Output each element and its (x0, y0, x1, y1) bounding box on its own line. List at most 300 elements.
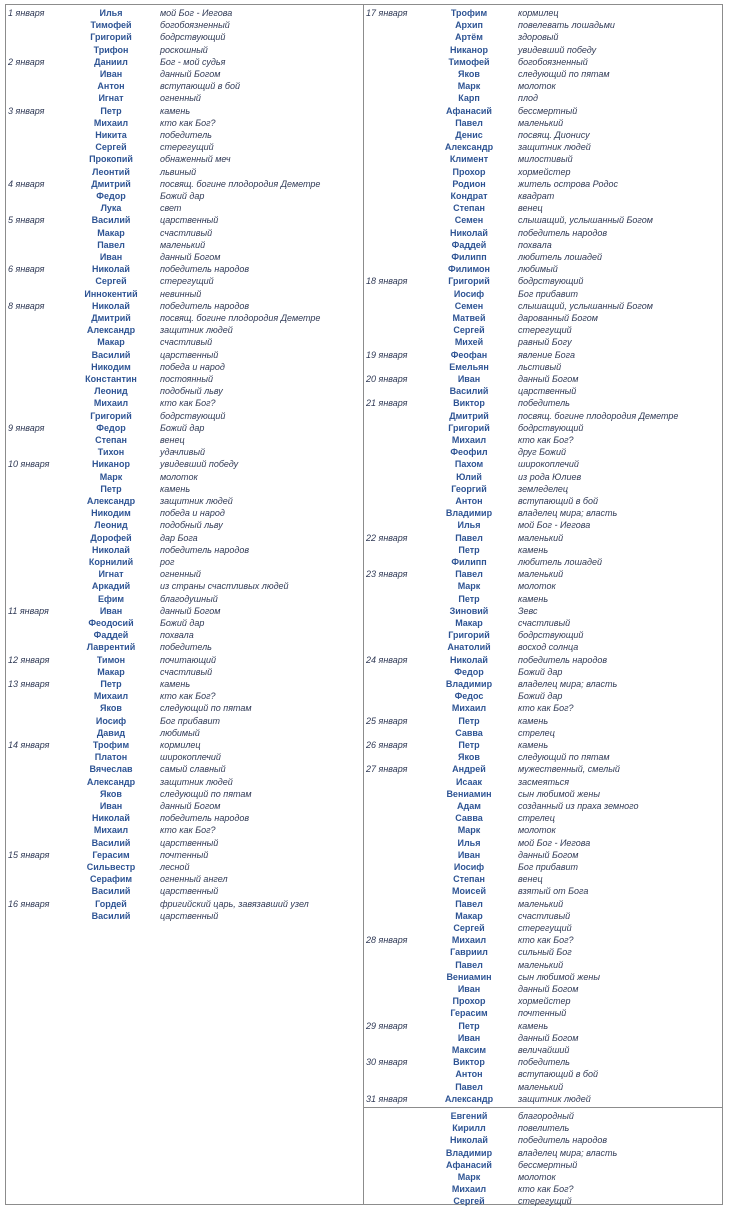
name-cell: Михаил (93, 825, 129, 836)
name-cell: Никодим (91, 361, 131, 372)
meaning-cell: данный Богом (160, 69, 221, 79)
calendar-row (6, 275, 363, 287)
meaning-cell: счастливый (160, 227, 213, 238)
meaning-cell: Божий дар (160, 422, 205, 433)
meaning-cell: дар Бога (160, 532, 198, 543)
name-cell: Макар (97, 666, 125, 677)
calendar-row (364, 288, 723, 300)
name-cell: Макар (97, 337, 125, 348)
meaning-cell: царственный (518, 386, 577, 397)
calendar-row (6, 824, 363, 836)
name-cell: Даниил (94, 56, 128, 67)
calendar-row (6, 153, 363, 165)
calendar-row (6, 629, 363, 641)
calendar-row (364, 788, 723, 800)
name-cell: Дмитрий (449, 410, 489, 421)
name-cell: Семен (454, 300, 484, 311)
meaning-cell: данный Богом (160, 252, 221, 262)
meaning-cell: плод (518, 93, 539, 104)
calendar-row (6, 312, 363, 324)
meaning-cell: защитник людей (518, 1093, 591, 1104)
meaning-cell: маленький (518, 569, 564, 580)
date-cell: 31 января (366, 1093, 408, 1104)
meaning-cell: благородный (518, 1111, 574, 1121)
calendar-row (6, 178, 363, 190)
name-cell: Виктор (453, 398, 485, 409)
meaning-cell: милостивый (518, 154, 573, 165)
calendar-row (6, 702, 363, 714)
meaning-cell: любитель лошадей (518, 252, 602, 262)
name-cell: Герасим (450, 1008, 488, 1019)
calendar-row (6, 849, 363, 861)
calendar-row (6, 324, 363, 336)
meaning-cell: огненный ангел (160, 874, 228, 885)
date-cell: 22 января (366, 532, 408, 543)
meaning-cell: широкоплечий (518, 459, 579, 470)
meaning-cell: данный Богом (518, 1032, 579, 1043)
name-cell: Марк (457, 1172, 481, 1182)
calendar-row (364, 422, 723, 434)
name-cell: Кондрат (450, 191, 488, 201)
name-cell: Сергей (453, 325, 485, 336)
name-cell: Александр (86, 776, 136, 787)
calendar-row (364, 263, 723, 275)
meaning-cell: венец (160, 435, 185, 445)
name-cell: Аркадий (91, 581, 131, 592)
calendar-row (364, 117, 723, 129)
meaning-cell: из страны счастливых людей (160, 581, 289, 592)
date-cell: 2 января (8, 56, 45, 67)
name-cell: Макар (455, 618, 483, 628)
name-cell: Архип (455, 20, 483, 31)
meaning-cell: мой Бог - Иегова (518, 520, 591, 531)
meaning-cell: равный Богу (518, 337, 572, 348)
calendar-row (364, 800, 723, 812)
name-cell: Владимир (445, 508, 493, 519)
date-cell: 18 января (366, 276, 408, 287)
name-cell: Михаил (451, 935, 487, 946)
meaning-cell: маленький (518, 959, 564, 970)
name-cell: Андрей (452, 764, 486, 775)
calendar-row (364, 593, 723, 605)
calendar-row (364, 1020, 723, 1032)
calendar-row (6, 446, 363, 458)
meaning-cell: слышащий, услышанный Богом (518, 215, 653, 226)
meaning-cell: маленький (518, 1081, 564, 1092)
date-cell: 26 января (366, 740, 408, 750)
name-cell: Антон (455, 496, 483, 506)
calendar-row (6, 605, 363, 617)
calendar-row (364, 385, 723, 397)
name-cell: Яков (458, 752, 480, 763)
calendar-row (364, 1159, 723, 1171)
name-cell: Петр (458, 740, 480, 750)
calendar-row (6, 885, 363, 897)
name-cell: Артём (455, 32, 483, 43)
name-cell: Трифон (93, 44, 129, 55)
meaning-cell: повелитель (518, 1123, 570, 1134)
name-cell: Гордей (95, 898, 127, 909)
meaning-cell: бодрствующий (518, 630, 584, 641)
name-cell: Лука (100, 203, 122, 214)
name-cell: Петр (100, 105, 122, 116)
meaning-cell: самый славный (160, 764, 226, 775)
meaning-cell: победитель народов (160, 544, 250, 555)
name-cell: Павел (455, 117, 483, 128)
calendar-row (6, 519, 363, 531)
meaning-cell: квадрат (518, 191, 555, 201)
meaning-cell: счастливый (518, 910, 571, 921)
calendar-row (6, 227, 363, 239)
name-cell: Феодосий (88, 618, 134, 628)
meaning-cell: кто как Бог? (518, 435, 574, 445)
meaning-cell: посвящ. богине плодородия Деметре (160, 178, 321, 189)
calendar-row (6, 68, 363, 80)
calendar-row (364, 617, 723, 629)
calendar-row (6, 19, 363, 31)
meaning-cell: Божий дар (518, 666, 563, 677)
meaning-cell: вступающий в бой (518, 1069, 598, 1080)
meaning-cell: Божий дар (160, 191, 205, 201)
name-cell: Савва (455, 727, 483, 738)
name-cell: Сильвестр (86, 862, 136, 872)
calendar-row (364, 166, 723, 178)
meaning-cell: данный Богом (160, 801, 221, 811)
calendar-row (6, 458, 363, 470)
date-cell: 5 января (8, 215, 45, 226)
meaning-cell: царственный (160, 910, 219, 921)
date-cell: 10 января (8, 459, 50, 470)
calendar-row (364, 873, 723, 885)
calendar-row (6, 910, 363, 922)
calendar-row (364, 605, 723, 617)
calendar-row (364, 31, 723, 43)
meaning-cell: любимый (160, 727, 200, 738)
calendar-row (364, 898, 723, 910)
name-cell: Василий (91, 886, 131, 897)
name-cell: Степан (453, 203, 485, 214)
name-cell: Афанасий (446, 1159, 492, 1170)
meaning-cell: широкоплечий (160, 752, 221, 763)
meaning-cell: львиный (160, 166, 197, 177)
meaning-cell: лесной (160, 862, 190, 872)
name-cell: Илья (457, 520, 481, 531)
calendar-row (364, 776, 723, 788)
meaning-cell: кто как Бог? (160, 117, 216, 128)
name-cell: Федор (96, 422, 126, 433)
meaning-cell: победитель народов (518, 1135, 608, 1146)
name-cell: Иван (457, 1032, 481, 1043)
meaning-cell: похвала (518, 239, 552, 250)
calendar-column-right (363, 5, 723, 1107)
name-cell: Иван (457, 374, 481, 384)
calendar-row (364, 666, 723, 678)
calendar-row (364, 129, 723, 141)
name-cell: Александр (86, 325, 136, 336)
name-cell: Никодим (91, 508, 131, 519)
meaning-cell: роскошный (160, 44, 208, 55)
name-cell: Петр (458, 715, 480, 726)
meaning-cell: явление Бога (518, 349, 575, 360)
meaning-cell: царственный (160, 886, 219, 897)
date-cell: 30 января (366, 1057, 408, 1068)
calendar-row (6, 471, 363, 483)
meaning-cell: защитник людей (160, 776, 233, 787)
date-cell: 11 января (8, 605, 49, 616)
name-cell: Тимофей (90, 20, 132, 31)
name-cell: Дмитрий (91, 313, 131, 323)
meaning-cell: царственный (160, 837, 219, 848)
date-cell: 12 января (8, 654, 50, 665)
meaning-cell: невинный (160, 288, 202, 299)
name-cell: Прохор (452, 996, 486, 1007)
meaning-cell: камень (160, 679, 191, 689)
calendar-row (6, 44, 363, 56)
calendar-row (364, 214, 723, 226)
calendar-row (6, 751, 363, 763)
meaning-cell: счастливый (160, 337, 213, 348)
calendar-row (6, 105, 363, 117)
name-cell: Павел (455, 532, 483, 543)
meaning-cell: Божий дар (160, 618, 205, 628)
calendar-row (364, 178, 723, 190)
meaning-cell: защитник людей (160, 496, 233, 506)
name-cell: Георгий (451, 483, 487, 494)
meaning-cell: кормилец (160, 740, 201, 750)
meaning-cell: маленький (160, 239, 206, 250)
meaning-cell: следующий по пятам (518, 69, 610, 79)
meaning-cell: посвящ. богине плодородия Деметре (518, 410, 679, 421)
calendar-row (364, 629, 723, 641)
name-cell: Иван (99, 605, 123, 616)
meaning-cell: камень (518, 1020, 549, 1031)
meaning-cell: вступающий в бой (518, 496, 598, 506)
name-cell: Петр (100, 679, 122, 689)
calendar-row (364, 861, 723, 873)
meaning-cell: почтенный (160, 849, 209, 860)
name-cell: Михаил (93, 398, 129, 409)
calendar-row (364, 202, 723, 214)
meaning-cell: фригийский царь, завязавший узел (160, 898, 309, 909)
meaning-cell: мой Бог - Иегова (518, 837, 591, 848)
meaning-cell: увидевший победу (518, 44, 597, 55)
meaning-cell: вступающий в бой (160, 81, 240, 92)
meaning-cell: защитник людей (518, 142, 591, 153)
name-cell: Михей (454, 337, 484, 348)
name-cell: Яков (100, 788, 122, 799)
meaning-cell: подобный льву (160, 520, 223, 531)
name-cell: Пахом (454, 459, 484, 470)
name-cell: Прохор (452, 166, 486, 177)
calendar-row (6, 580, 363, 592)
calendar-column-right-continuation (363, 1107, 723, 1205)
calendar-row (6, 739, 363, 751)
calendar-row (6, 117, 363, 129)
name-day-calendar-sheet (5, 4, 723, 1205)
name-cell: Серафим (89, 874, 133, 885)
meaning-cell: постоянный (160, 374, 214, 384)
calendar-row (364, 641, 723, 653)
calendar-row (364, 300, 723, 312)
calendar-row (364, 336, 723, 348)
calendar-row (364, 251, 723, 263)
name-cell: Тимофей (448, 56, 490, 67)
meaning-cell: повелевать лошадьми (518, 20, 615, 31)
meaning-cell: кто как Бог? (160, 398, 216, 409)
name-cell: Павел (455, 898, 483, 909)
meaning-cell: царственный (160, 349, 219, 360)
calendar-row (364, 275, 723, 287)
calendar-row (364, 971, 723, 983)
meaning-cell: Бог прибавит (518, 288, 579, 299)
calendar-row (6, 568, 363, 580)
meaning-cell: огненный (160, 569, 201, 580)
name-cell: Платон (94, 752, 128, 763)
name-cell: Герасим (92, 849, 130, 860)
calendar-row (6, 129, 363, 141)
meaning-cell: из рода Юлиев (518, 471, 582, 482)
calendar-row (364, 763, 723, 775)
meaning-cell: восход солнца (518, 642, 579, 653)
calendar-row (6, 214, 363, 226)
meaning-cell: стрелец (518, 727, 555, 738)
name-cell: Ефим (97, 593, 125, 604)
calendar-row (6, 898, 363, 910)
name-cell: Иннокентий (84, 288, 138, 299)
name-cell: Вениамин (446, 788, 492, 799)
name-cell: Марк (457, 581, 481, 592)
name-cell: Василий (91, 215, 131, 226)
calendar-row (364, 495, 723, 507)
meaning-cell: камень (518, 740, 549, 750)
meaning-cell: молоток (518, 1172, 556, 1182)
calendar-row (364, 446, 723, 458)
calendar-row (6, 483, 363, 495)
meaning-cell: взятый от Бога (518, 886, 589, 897)
calendar-row (364, 532, 723, 544)
calendar-row (364, 1134, 723, 1146)
calendar-row (364, 1093, 723, 1105)
name-cell: Иосиф (453, 862, 485, 872)
name-cell: Илья (99, 8, 123, 18)
name-cell: Николай (450, 227, 488, 238)
meaning-cell: сын любимой жены (518, 971, 600, 982)
meaning-cell: камень (518, 544, 549, 555)
meaning-cell: маленький (518, 898, 564, 909)
meaning-cell: данный Богом (518, 984, 579, 994)
name-cell: Николай (92, 813, 130, 824)
meaning-cell: царственный (160, 215, 219, 226)
name-cell: Антон (97, 81, 125, 92)
name-cell: Александр (444, 1093, 494, 1104)
calendar-row (364, 751, 723, 763)
name-cell: Никита (95, 130, 127, 140)
meaning-cell: бодрствующий (518, 422, 584, 433)
calendar-row (6, 532, 363, 544)
calendar-row (6, 556, 363, 568)
meaning-cell: любитель лошадей (518, 557, 602, 567)
name-cell: Прокопий (89, 154, 133, 165)
name-cell: Афанасий (446, 105, 492, 116)
name-cell: Иван (99, 252, 123, 262)
meaning-cell: бодрствующий (160, 410, 226, 421)
calendar-row (364, 483, 723, 495)
name-cell: Федор (454, 666, 484, 677)
meaning-cell: посвящ. богине плодородия Деметре (160, 313, 321, 323)
calendar-row (6, 141, 363, 153)
meaning-cell: Бог прибавит (518, 862, 579, 872)
calendar-row (6, 373, 363, 385)
calendar-row (6, 434, 363, 446)
meaning-cell: увидевший победу (160, 459, 239, 470)
meaning-cell: кормилец (518, 8, 559, 18)
date-cell: 4 января (8, 178, 45, 189)
calendar-row (364, 519, 723, 531)
calendar-row (364, 837, 723, 849)
name-cell: Тихон (97, 447, 125, 458)
name-cell: Михаил (93, 691, 129, 702)
name-cell: Карп (458, 93, 480, 104)
meaning-cell: кто как Бог? (160, 691, 216, 702)
name-cell: Исаак (455, 776, 483, 787)
name-cell: Дмитрий (91, 178, 131, 189)
name-cell: Иван (457, 984, 481, 994)
name-cell: Петр (458, 544, 480, 555)
name-cell: Емельян (449, 361, 489, 372)
meaning-cell: защитник людей (160, 325, 233, 336)
date-cell: 15 января (8, 849, 50, 860)
calendar-row (364, 580, 723, 592)
calendar-row (6, 397, 363, 409)
calendar-row (364, 105, 723, 117)
calendar-row (6, 678, 363, 690)
name-cell: Трофим (92, 740, 130, 750)
meaning-cell: стерегущий (160, 276, 214, 287)
meaning-cell: венец (518, 874, 543, 885)
calendar-row (6, 385, 363, 397)
meaning-cell: кто как Бог? (518, 703, 574, 714)
calendar-row (364, 922, 723, 934)
name-cell: Лаврентий (86, 642, 136, 653)
calendar-row (364, 568, 723, 580)
meaning-cell: любимый (518, 264, 558, 275)
meaning-cell: бодрствующий (518, 276, 584, 287)
meaning-cell: величайший (518, 1045, 570, 1055)
meaning-cell: победитель народов (518, 654, 608, 665)
date-cell: 17 января (366, 8, 408, 18)
meaning-cell: житель острова Родос (518, 178, 619, 189)
name-cell: Федос (454, 691, 484, 702)
calendar-row (364, 1056, 723, 1068)
calendar-row (6, 763, 363, 775)
name-cell: Леонид (94, 520, 128, 531)
calendar-row (6, 92, 363, 104)
meaning-cell: победа и народ (160, 508, 225, 519)
calendar-row (364, 910, 723, 922)
calendar-row (364, 690, 723, 702)
calendar-row (6, 812, 363, 824)
calendar-row (364, 995, 723, 1007)
calendar-row (364, 7, 723, 19)
name-cell: Дорофей (90, 532, 132, 543)
name-cell: Сергей (453, 923, 485, 933)
calendar-row (364, 1122, 723, 1134)
name-cell: Евгений (450, 1111, 488, 1121)
date-cell: 14 января (8, 740, 50, 750)
meaning-cell: владелец мира; власть (518, 1147, 618, 1158)
meaning-cell: владелец мира; власть (518, 679, 618, 689)
name-cell: Филипп (451, 252, 487, 262)
